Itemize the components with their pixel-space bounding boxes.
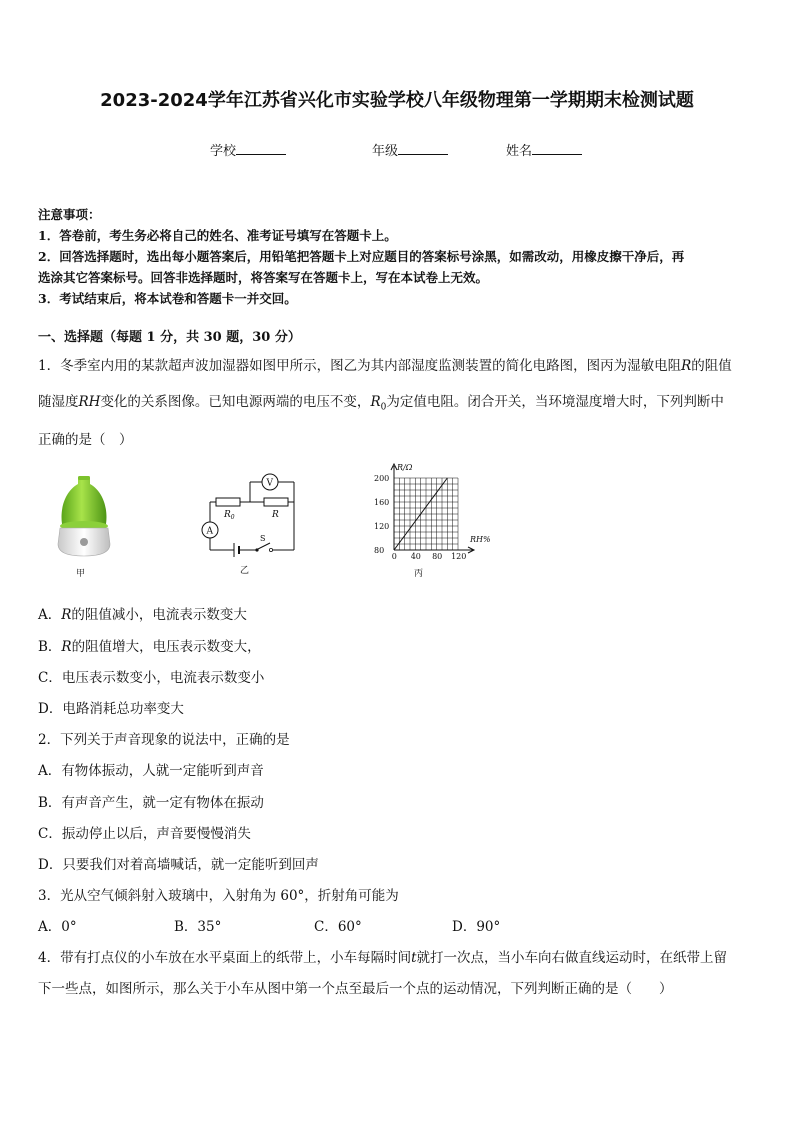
grade-field (372, 140, 448, 159)
x-tick-label: 40 (410, 552, 421, 561)
section-heading: 一、选择题（每题 1 分，共 30 题，30 分） (38, 330, 301, 345)
ammeter-label: A (206, 526, 213, 537)
q3-option-a[interactable]: A．0° (38, 919, 77, 935)
y-tick-label: 120 (374, 522, 390, 531)
var-R: R (681, 358, 692, 374)
q3-option-d[interactable]: D．90° (452, 919, 501, 935)
var-R: R (61, 607, 72, 623)
name-label: 姓名 (506, 144, 533, 159)
option-text: 的阻值减小，电流表示数变大 (71, 607, 247, 623)
q3-option-c[interactable]: C．60° (314, 919, 362, 935)
graph-figure (366, 458, 506, 582)
grade-blank (398, 142, 448, 155)
school-blank (236, 142, 286, 155)
graph-grid (394, 478, 458, 550)
figure-caption-b: 乙 (240, 566, 250, 576)
q1-text: 随湿度 (38, 394, 79, 410)
resistor-R-label: R (272, 510, 279, 520)
var-R: R (61, 639, 72, 655)
x-tick-label: 0 (391, 552, 397, 561)
y-tick-label: 80 (374, 546, 385, 555)
note-item: 选涂其它答案标号。回答非选择题时，将答案写在答题卡上，写在本试卷上无效。 (38, 270, 489, 285)
resistor-R0-label-main: R (224, 510, 231, 520)
humidifier-tank (62, 478, 107, 524)
page-title: 2023-2024学年江苏省兴化市实验学校八年级物理第一学期期末检测试题 (100, 90, 694, 111)
q3-stem: 3．光从空气倾斜射入玻璃中，入射角为 60°，折射角可能为 (38, 888, 399, 904)
q2-stem: 2．下列关于声音现象的说法中，正确的是 (38, 732, 290, 748)
q4-text: 4．带有打点仪的小车放在水平桌面上的纸带上，小车每隔时间 (38, 950, 412, 966)
q1-option-b[interactable] (38, 635, 261, 655)
resistor-R (264, 498, 288, 506)
q1-line3: 正确的是（ ） (38, 432, 133, 448)
grade-label: 年级 (372, 144, 399, 159)
y-tick-label: 160 (374, 498, 390, 507)
switch-contact (255, 548, 258, 551)
switch-blade (258, 543, 270, 549)
q1-option-a[interactable] (38, 603, 247, 623)
x-tick-label: 120 (451, 552, 467, 561)
graph-xticks (392, 552, 467, 561)
resistor-R0-label-sub: 0 (230, 514, 235, 521)
school-field (210, 140, 286, 159)
q1-text: 1．冬季室内用的某款超声波加湿器如图甲所示，图乙为其内部湿度监测装置的简化电路图，图丙为湿敏电阻 (38, 358, 682, 374)
notes (38, 204, 758, 309)
option-letter: A． (38, 607, 62, 623)
q2-option-b[interactable]: B．有声音产生，就一定有物体在振动 (38, 795, 264, 811)
note-item: 3．考试结束后，将本试卷和答题卡一并交回。 (38, 291, 297, 306)
q4-line1 (38, 946, 727, 966)
q1-line2 (38, 390, 724, 413)
q2-option-a[interactable]: A．有物体振动，人就一定能听到声音 (38, 763, 264, 779)
q2-option-c[interactable]: C．振动停止以后，声音要慢慢消失 (38, 826, 251, 842)
option-text: 的阻值增大，电压表示数变大， (71, 639, 261, 655)
resistor-R0-label (223, 510, 235, 521)
switch-label: S (260, 534, 266, 543)
graph-ylabel: R/Ω (397, 463, 413, 472)
var-R0: R (370, 394, 381, 410)
school-label: 学校 (210, 144, 237, 159)
q1-text: 为定值电阻。闭合开关，当环境湿度增大时，下列判断中 (386, 394, 724, 410)
name-field (506, 140, 582, 159)
q3-option-b[interactable]: B．35° (174, 919, 222, 935)
var-R0-sub: 0 (380, 402, 387, 413)
figure-caption-a: 甲 (76, 569, 86, 579)
var-t: t (411, 950, 417, 966)
q4-line2: 下一些点，如图所示，那么关于小车从图中第一个点至最后一个点的运动情况，下列判断正确的是（ ） (38, 981, 673, 997)
switch-contact (269, 548, 272, 551)
notes-heading: 注意事项： (38, 207, 101, 222)
graph-yticks (374, 474, 389, 555)
circuit-figure (192, 470, 302, 578)
figure-caption-c: 丙 (414, 569, 424, 579)
graph-xlabel: RH% (470, 535, 491, 544)
q4-text: 就打一次点，当小车向右做直线运动时，在纸带上留 (416, 950, 728, 966)
y-tick-label: 200 (374, 474, 390, 483)
option-letter: B． (38, 639, 62, 655)
q1-option-c[interactable]: C．电压表示数变小，电流表示数变小 (38, 670, 265, 686)
resistor-R0 (216, 498, 240, 506)
note-item: 2．回答选择题时，选出每小题答案后，用铅笔把答题卡上对应题目的答案标号涂黑，如需改动，用橡皮擦干净后，再 (38, 249, 685, 264)
humidifier-nozzle (78, 476, 90, 480)
var-RH: RH (78, 394, 101, 410)
x-tick-label: 80 (432, 552, 443, 561)
q1-text: 的阻值 (691, 358, 732, 374)
graph-axes (391, 464, 474, 553)
voltmeter-label: V (266, 478, 273, 489)
q2-option-d[interactable]: D．只要我们对着高墙喊话，就一定能听到回声 (38, 857, 319, 873)
name-blank (532, 142, 582, 155)
note-item: 1．答卷前，考生务必将自己的姓名、准考证号填写在答题卡上。 (38, 228, 397, 243)
q1-text: 变化的关系图像。已知电源两端的电压不变， (100, 394, 371, 410)
q1-line1 (38, 354, 732, 374)
humidifier-knob (80, 538, 88, 546)
q1-option-d[interactable]: D．电路消耗总功率变大 (38, 701, 184, 717)
humidifier-figure (48, 474, 120, 580)
